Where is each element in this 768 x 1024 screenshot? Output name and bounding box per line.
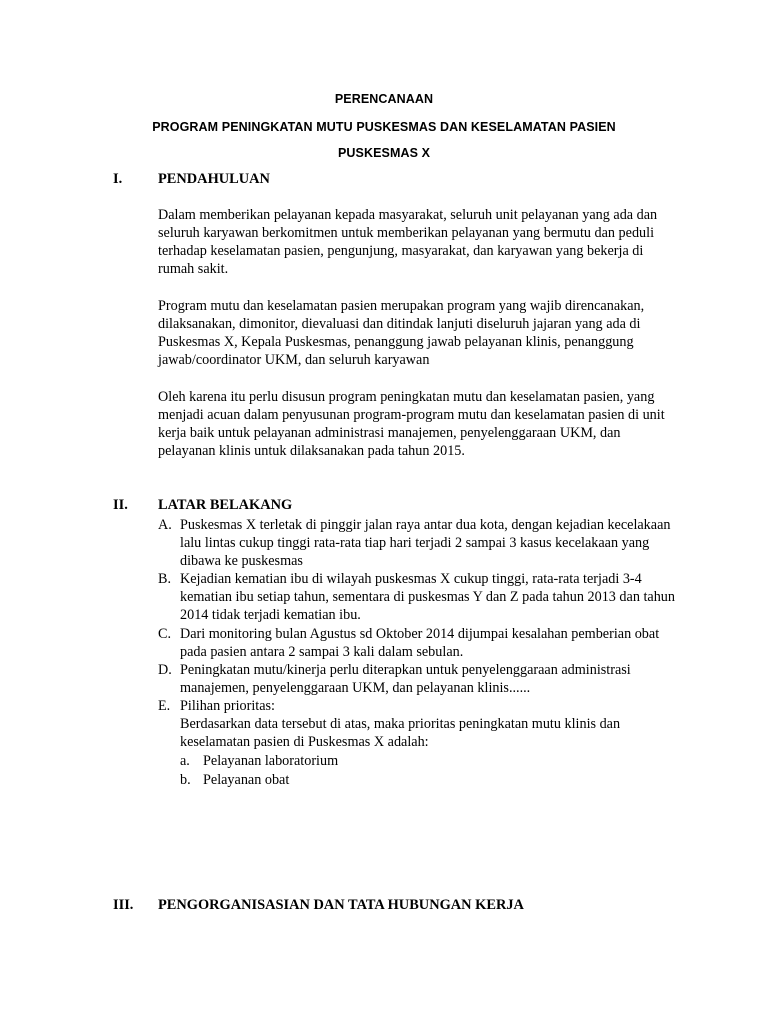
puskesmas-title: PUSKESMAS X [337, 146, 431, 160]
sub-list-item-label: a. [180, 753, 190, 769]
section-3-title: PENGORGANISASIAN DAN TATA HUBUNGAN KERJA [158, 897, 524, 913]
section-2-number: II. [113, 497, 128, 513]
section-2-title: LATAR BELAKANG [158, 497, 293, 513]
sub-list-item-text: Pelayanan obat [203, 772, 290, 788]
sub-list-item-text: Pelayanan laboratorium [203, 753, 339, 769]
document-heading: PERENCANAAN [334, 92, 434, 106]
priority-description-text: Berdasarkan data tersebut di atas, maka prioritas peningkatan mutu klinis dan keselamatan pasien di Puskesmas X adalah: [180, 716, 621, 750]
section-3-number: III. [113, 897, 134, 913]
program-title: PROGRAM PENINGKATAN MUTU PUSKESMAS DAN KESELAMATAN PASIEN [152, 120, 616, 134]
list-item-text: Pilihan prioritas: [180, 698, 275, 714]
list-item-label: C. [158, 626, 172, 642]
list-item-text: Puskesmas X terletak di pinggir jalan raya antar dua kota, dengan kejadian kecelakaan lalu lintas cukup tinggi rata-rata tiap hari terjadi 2 sampai 3 kasus kecelakaan yang dibawa ke puskesmas [180, 517, 671, 569]
list-item-label: D. [158, 662, 172, 678]
section-1-number: I. [113, 171, 123, 187]
list-item-text: Kejadian kematian ibu di wilayah puskesmas X cukup tinggi, rata-rata terjadi 3-4 kematian ibu setiap tahun, sementara di puskesmas Y dan Z pada tahun 2013 dan tahun 2014 tidak terjadi kematian ibu. [180, 571, 675, 623]
section-1-title: PENDAHULUAN [158, 171, 270, 187]
list-item-text: Peningkatan mutu/kinerja perlu diterapkan untuk penyelenggaraan administrasi manajemen, penyelenggaraan UKM, dan pelayanan klinis...... [180, 662, 631, 696]
intro-paragraph-2: Program mutu dan keselamatan pasien merupakan program yang wajib direncanakan, dilaksanakan, dimonitor, dievaluasi dan ditindak lanjuti diseluruh jajaran yang ada di Puskesmas X, Kepala Puskesmas, penanggung jawab pelayanan klinis, penanggung jawab/coordinator UKM, dan seluruh karyawan [158, 298, 645, 368]
intro-paragraph-3: Oleh karena itu perlu disusun program peningkatan mutu dan keselamatan pasien, yang menjadi acuan dalam penyusunan program-program mutu dan keselamatan pasien di unit kerja baik untuk pelayanan administrasi manajemen, penyelenggaraan UKM, dan pelayanan klinis untuk dilaksanakan pada tahun 2015. [158, 389, 665, 459]
list-item-label: E. [158, 698, 171, 714]
sub-list-item-label: b. [180, 772, 191, 788]
list-item-text: Dari monitoring bulan Agustus sd Oktober 2014 dijumpai kesalahan pemberian obat pada pasien antara 2 sampai 3 kali dalam sebulan. [180, 626, 660, 660]
list-item-label: A. [158, 517, 172, 533]
list-item-label: B. [158, 571, 172, 587]
intro-paragraph-1: Dalam memberikan pelayanan kepada masyarakat, seluruh unit pelayanan yang ada dan seluruh karyawan berkomitmen untuk memberikan pelayanan yang bermutu dan peduli terhadap keselamatan pasien, pengunjung, masyarakat, dan karyawan yang bekerja di rumah sakit. [158, 207, 658, 277]
